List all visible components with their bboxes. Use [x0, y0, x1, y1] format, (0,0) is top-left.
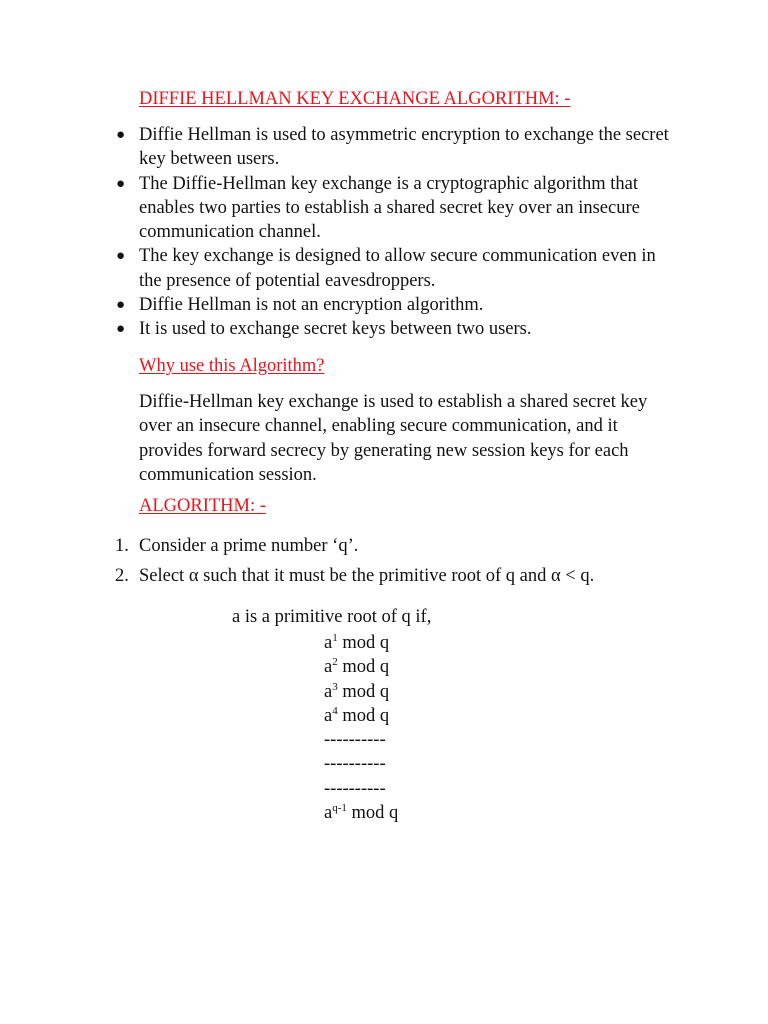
power-suffix: ----------	[324, 754, 386, 775]
power-suffix: ----------	[324, 730, 386, 751]
power-suffix: mod q	[337, 633, 390, 653]
bullet-text: Diffie Hellman is used to asymmetric encryption to exchange the secret key between users.	[139, 125, 669, 170]
power-exponent: 2	[332, 656, 338, 669]
algorithm-steps	[0, 531, 594, 591]
power-list	[324, 631, 398, 825]
power-row	[324, 655, 398, 679]
power-row	[324, 752, 398, 776]
power-exponent: 1	[332, 632, 338, 644]
power-suffix: mod q	[337, 681, 390, 702]
power-suffix: mod q	[346, 803, 399, 824]
bullet-icon: ●	[116, 297, 126, 314]
power-row	[324, 704, 398, 728]
bullet-icon: ●	[116, 175, 126, 192]
bullet-text: The Diffie-Hellman key exchange is a cryptographic algorithm that enables two parties to establish a shared secret key over an insecure communication channel.	[139, 173, 640, 243]
power-base: a	[324, 705, 333, 726]
bullet-list	[0, 123, 679, 342]
power-exponent: q-1	[332, 802, 347, 815]
bullet-icon: ●	[116, 127, 126, 143]
why-heading: Why use this Algorithm?	[139, 356, 325, 376]
power-row	[324, 728, 398, 752]
list-item	[0, 293, 679, 317]
algorithm-heading: ALGORITHM: -	[139, 496, 266, 516]
power-exponent: 3	[332, 680, 338, 693]
bullet-text: The key exchange is designed to allow secure communication even in the presence of potential eavesdroppers.	[139, 246, 656, 291]
step-text: Select α such that it must be the primitive root of q and α < q.	[139, 566, 595, 586]
power-base: a	[324, 633, 333, 653]
list-item	[0, 561, 594, 591]
power-base: a	[324, 803, 333, 824]
list-item	[0, 123, 679, 172]
step-text: Consider a prime number ‘q’.	[139, 536, 359, 556]
power-row	[324, 801, 398, 825]
bullet-icon: ●	[116, 248, 126, 265]
list-item	[0, 531, 594, 561]
why-paragraph: Diffie-Hellman key exchange is used to establish a shared secret key over an insecure channel, enabling secure communication, and it provides forward secrecy by generating new session keys for each communication session.	[139, 392, 648, 485]
step-number: 2.	[115, 566, 129, 586]
list-item	[0, 172, 679, 245]
power-row	[324, 680, 398, 704]
bullet-icon: ●	[116, 321, 126, 338]
step-number: 1.	[115, 536, 129, 556]
power-row	[324, 777, 398, 801]
page-title: DIFFIE HELLMAN KEY EXCHANGE ALGORITHM: -	[139, 89, 571, 109]
power-suffix: mod q	[337, 657, 390, 678]
power-base: a	[324, 681, 333, 702]
power-suffix: mod q	[337, 705, 390, 726]
bullet-text: Diffie Hellman is not an encryption algorithm.	[139, 295, 484, 316]
power-row	[324, 631, 398, 655]
power-suffix: ----------	[324, 778, 386, 799]
bullet-text: It is used to exchange secret keys between two users.	[139, 319, 532, 340]
list-item	[0, 244, 679, 293]
power-exponent: 4	[332, 704, 338, 717]
power-base: a	[324, 657, 333, 678]
primitive-root-intro: a is a primitive root of q if,	[232, 607, 432, 627]
list-item	[0, 317, 679, 341]
